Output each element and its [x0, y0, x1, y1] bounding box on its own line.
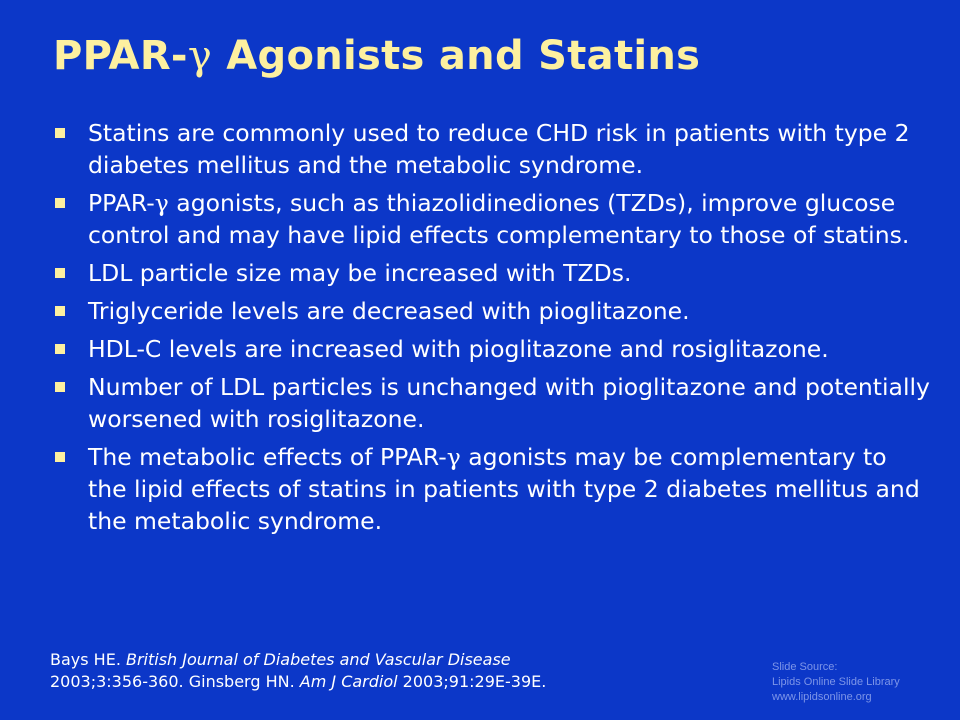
square-bullet-icon	[55, 198, 65, 208]
source-url: www.lipidsonline.org	[772, 691, 872, 703]
square-bullet-icon	[55, 382, 65, 392]
slide-title	[53, 33, 700, 79]
square-bullet-icon	[55, 344, 65, 354]
bullet-text: LDL particle size may be increased with TZDs.	[88, 259, 632, 287]
bullet-item	[52, 441, 932, 537]
citation-line-2	[50, 671, 546, 693]
bullet-text-pre: PPAR-	[88, 189, 155, 217]
citation-ref-2: 2003;91:29E-39E.	[402, 672, 547, 691]
square-bullet-icon	[55, 306, 65, 316]
citation-author-1: Bays HE.	[50, 650, 121, 669]
citation-line-1	[50, 649, 546, 671]
slide-source	[772, 660, 900, 705]
bullet-item	[52, 295, 932, 327]
citation-ref-1: 2003;3:356-360.	[50, 672, 184, 691]
bullet-text-post: agonists, such as thiazolidinediones (TZDs), improve glucose control and may have lipid effects complementary to those of statins.	[88, 189, 910, 249]
citation-author-2: Ginsberg HN.	[188, 672, 295, 691]
title-suffix: Agonists and Statins	[212, 33, 701, 79]
gamma-symbol: γ	[446, 443, 461, 471]
bullet-text: Triglyceride levels are decreased with pioglitazone.	[88, 297, 690, 325]
title-prefix: PPAR-	[53, 33, 188, 79]
bullet-item	[52, 187, 932, 251]
square-bullet-icon	[55, 268, 65, 278]
source-label: Slide Source:	[772, 661, 838, 673]
square-bullet-icon	[55, 452, 65, 462]
bullet-text: HDL-C levels are increased with pioglitazone and rosiglitazone.	[88, 335, 829, 363]
title-gamma-symbol: γ	[187, 33, 213, 79]
bullet-text-post: agonists may be complementary to the lipid effects of statins in patients with type 2 diabetes mellitus and the metabolic syndrome.	[88, 443, 920, 535]
bullet-item	[52, 371, 932, 435]
bullet-item	[52, 257, 932, 289]
bullet-list	[52, 117, 932, 543]
citation-journal-1: British Journal of Diabetes and Vascular Disease	[126, 650, 511, 669]
bullet-item	[52, 117, 932, 181]
bullet-item	[52, 333, 932, 365]
bullet-text: Statins are commonly used to reduce CHD risk in patients with type 2 diabetes mellitus and the metabolic syndrome.	[88, 119, 910, 179]
citation	[50, 649, 546, 693]
bullet-text: Number of LDL particles is unchanged with pioglitazone and potentially worsened with rosiglitazone.	[88, 373, 930, 433]
source-library: Lipids Online Slide Library	[772, 676, 900, 688]
citation-journal-2: Am J Cardiol	[299, 672, 398, 691]
bullet-text-pre: The metabolic effects of PPAR-	[88, 443, 447, 471]
gamma-symbol: γ	[154, 189, 169, 217]
square-bullet-icon	[55, 128, 65, 138]
